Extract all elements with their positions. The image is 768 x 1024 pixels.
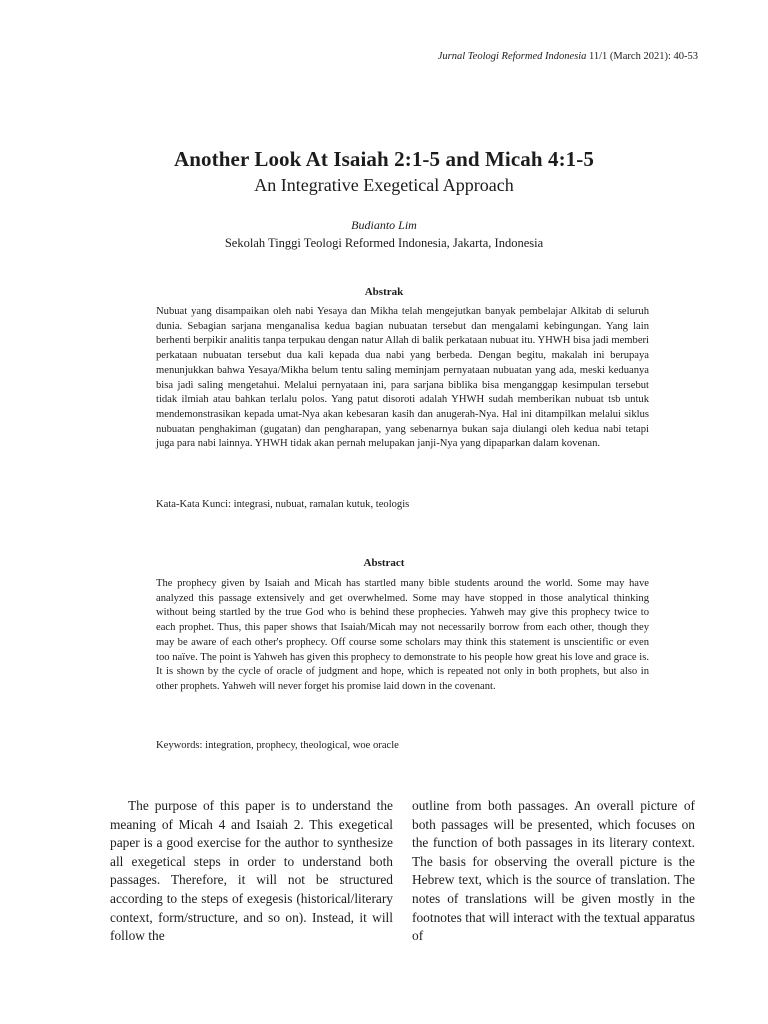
- running-header: [438, 51, 698, 62]
- author-name: Budianto Lim: [351, 218, 417, 232]
- author-affiliation: Sekolah Tinggi Teologi Reformed Indonesia, Jakarta, Indonesia: [224, 236, 544, 250]
- body-column-left: The purpose of this paper is to understand the meaning of Micah 4 and Isaiah 2. This exegetical paper is a good exercise for the author to synthesize all exegetical steps in order to understand both passages. Therefore, it will not be structured according to the steps of exegesis (historical/literary context, form/structure, and so on). Instead, it will follow the: [110, 798, 393, 944]
- abstract-heading: Abstract: [363, 557, 405, 569]
- abstract-body: The prophecy given by Isaiah and Micah has startled many bible students around the world. Some may have analyzed this passage extensively and get overwhelmed. Some may have stopped in those analytical thinking without being startled by the true God who is behind these prophecies. Yahweh may give this prophecy twice to each prophet. Thus, this paper shows that Isaiah/Micah may not necessarily borrow from each other, though they may be aware of each other's prophecy. Off course some scholars may think this statement is unscientific or even too naïve. The point is Yahweh has given this prophecy to demonstrate to his people how great his love and grace is. It is shown by the cycle of oracle of judgment and hope, which is repeated not only in both prophets, but also in other prophets. Yahweh will never forget his promise laid down in the covenant.: [156, 578, 649, 692]
- abstrak-heading: Abstrak: [364, 286, 404, 298]
- abstract-keywords: Keywords: integration, prophecy, theological, woe oracle: [156, 740, 399, 751]
- paper-subtitle: An Integrative Exegetical Approach: [254, 175, 514, 195]
- journal-citation: 11/1 (March 2021): 40-53: [586, 51, 698, 62]
- abstrak-body: Nubuat yang disampaikan oleh nabi Yesaya dan Mikha telah mengejutkan banyak pembelajar Alkitab di seluruh dunia. Sebagian sarjana menganalisa kedua bagian nubuatan tersebut dan mengalami kebingungan. Yang lain berhenti berpikir analitis tanpa terpukau dengan natur Allah di balik perkataan nubuat itu. YHWH bisa jadi memberi perkataan nubuatan tersebut dua kali kepada dua nabi yang berbeda. Dengan begitu, makalah ini berupaya menunjukkan bahwa Yesaya/Mikha belum tentu saling meminjam pernyataan nubuatan yang ada, meski keduanya bisa jadi saling mengetahui. Melalui pernyataan ini, para sarjana biblika bisa menganggap kesimpulan tersebut tidak ilmiah atau bahkan terlalu polos. Yang patut disoroti adalah YHWH sudah memberikan nubuat tsb untuk mendemonstrasikan kepada umat-Nya akan kebesaran kasih dan anugerah-Nya. Hal ini ditampilkan melalui siklus nubuatan penghakiman (gugatan) dan pengharapan, yang sebenarnya bukan saja diulangi oleh kedua nabi tetapi juga para nabi lainnya. YHWH tidak akan pernah melupakan janji-Nya yang dipaparkan dalam kovenan.: [156, 306, 649, 450]
- body-column-right: outline from both passages. An overall picture of both passages will be presented, which focuses on the function of both passages in its literary context. The basis for observing the overall picture is the Hebrew text, which is the source of translation. The notes of translations will be given mostly in the footnotes that will interact with the textual apparatus of: [412, 798, 695, 944]
- paper-title: Another Look At Isaiah 2:1-5 and Micah 4:1-5: [174, 147, 594, 171]
- abstrak-keywords: Kata-Kata Kunci: integrasi, nubuat, ramalan kutuk, teologis: [156, 499, 410, 510]
- journal-name: Jurnal Teologi Reformed Indonesia: [437, 51, 587, 62]
